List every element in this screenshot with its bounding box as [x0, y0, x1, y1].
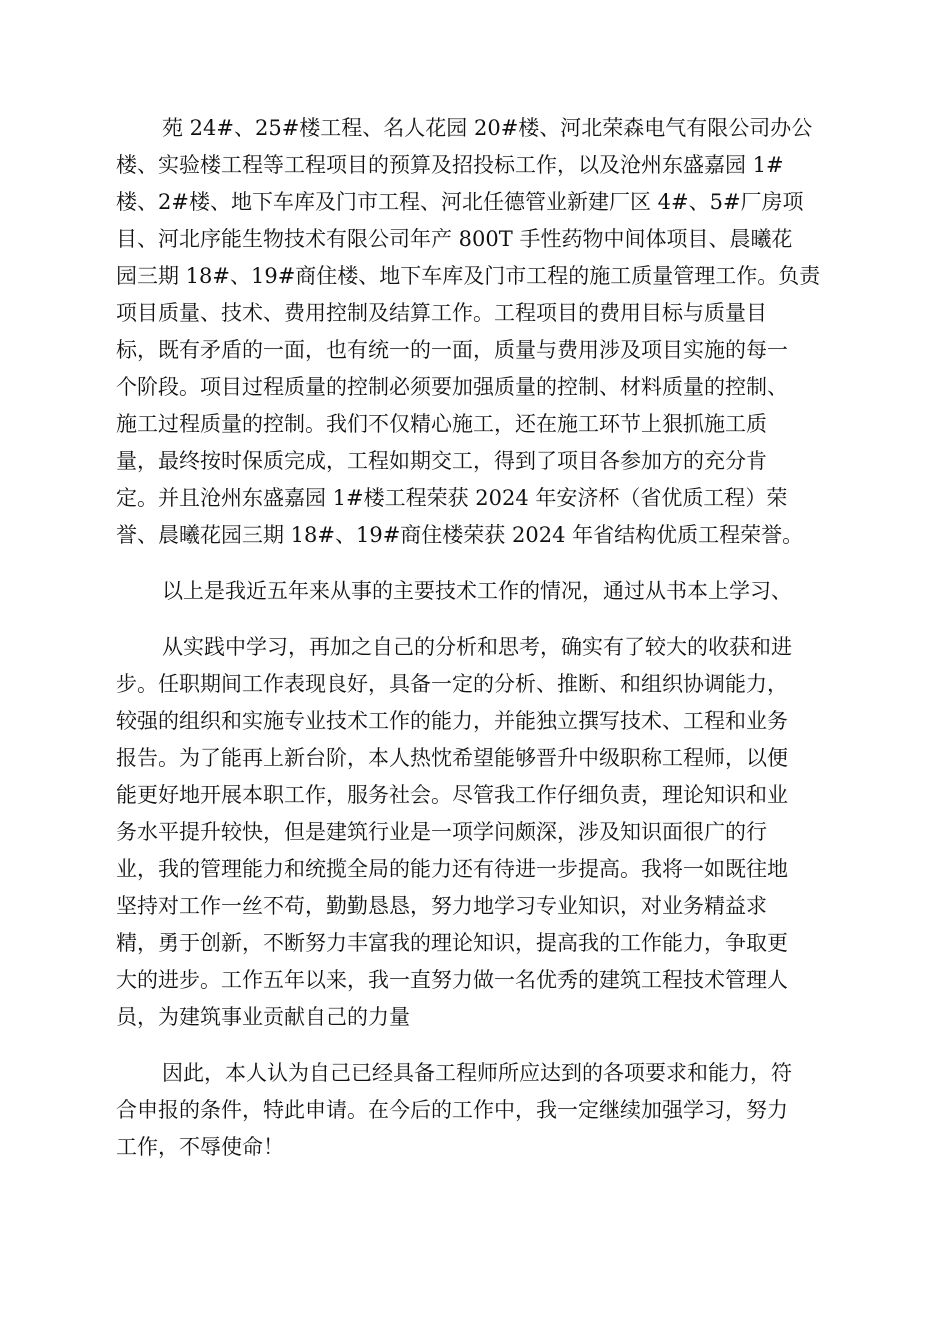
paragraph-1-line-4: 目、河北序能生物技术有限公司年产 800T 手性药物中间体项目、晨曦花 — [116, 227, 793, 251]
paragraph-3-line-3: 较强的组织和实施专业技术工作的能力，并能独立撰写技术、工程和业务 — [116, 709, 788, 733]
paragraph-1-line-10: 量，最终按时保质完成，工程如期交工，得到了项目各参加方的充分肯 — [116, 449, 767, 473]
paragraph-3-line-9: 精，勇于创新，不断努力丰富我的理论知识，提高我的工作能力，争取更 — [116, 931, 788, 955]
paragraph-3-line-1: 从实践中学习，再加之自己的分析和思考，确实有了较大的收获和进 — [162, 635, 792, 659]
paragraph-1-line-3: 楼、2#楼、地下车库及门市工程、河北任德管业新建厂区 4#、5#厂房项 — [116, 190, 804, 214]
paragraph-3-line-11: 员，为建筑事业贡献自己的力量 — [116, 1005, 410, 1029]
paragraph-3-line-2: 步。任职期间工作表现良好，具备一定的分析、推断、和组织协调能力， — [116, 672, 788, 696]
paragraph-1-line-9: 施工过程质量的控制。我们不仅精心施工，还在施工环节上狠抓施工质 — [116, 412, 767, 436]
paragraph-3-line-8: 坚持对工作一丝不苟，勤勤恳恳，努力地学习专业知识，对业务精益求 — [116, 894, 767, 918]
paragraph-4-line-1: 因此，本人认为自己已经具备工程师所应达到的各项要求和能力，符 — [162, 1061, 792, 1085]
paragraph-4-line-3: 工作，不辱使命！ — [116, 1135, 284, 1159]
paragraph-2-line-1: 以上是我近五年来从事的主要技术工作的情况，通过从书本上学习、 — [162, 579, 792, 603]
paragraph-3-line-5: 能更好地开展本职工作，服务社会。尽管我工作仔细负责，理论知识和业 — [116, 783, 788, 807]
paragraph-4-line-2: 合申报的条件，特此申请。在今后的工作中，我一定继续加强学习，努力 — [116, 1098, 788, 1122]
paragraph-1-line-11: 定。并且沧州东盛嘉园 1#楼工程荣获 2024 年安济杯（省优质工程）荣 — [116, 486, 788, 510]
paragraph-1-line-2: 楼、实验楼工程等工程项目的预算及招投标工作，以及沧州东盛嘉园 1# — [116, 153, 784, 177]
paragraph-3-line-4: 报告。为了能再上新台阶，本人热忱希望能够晋升中级职称工程师，以便 — [116, 746, 788, 770]
paragraph-1-line-7: 标，既有矛盾的一面，也有统一的一面，质量与费用涉及项目实施的每一 — [116, 338, 788, 362]
paragraph-3-line-10: 大的进步。工作五年以来，我一直努力做一名优秀的建筑工程技术管理人 — [116, 968, 788, 992]
paragraph-3-line-6: 务水平提升较快，但是建筑行业是一项学问颇深，涉及知识面很广的行 — [116, 820, 767, 844]
paragraph-3-line-7: 业，我的管理能力和统揽全局的能力还有待进一步提高。我将一如既往地 — [116, 857, 788, 881]
paragraph-1-line-5: 园三期 18#、19#商住楼、地下车库及门市工程的施工质量管理工作。负责 — [116, 264, 821, 288]
paragraph-1-line-1: 苑 24#、25#楼工程、名人花园 20#楼、河北荣森电气有限公司办公 — [162, 116, 813, 140]
paragraph-1-line-12: 誉、晨曦花园三期 18#、19#商住楼荣获 2024 年省结构优质工程荣誉。 — [116, 523, 804, 547]
paragraph-1-line-8: 个阶段。项目过程质量的控制必须要加强质量的控制、材料质量的控制、 — [116, 375, 788, 399]
paragraph-1-line-6: 项目质量、技术、费用控制及结算工作。工程项目的费用目标与质量目 — [116, 301, 767, 325]
